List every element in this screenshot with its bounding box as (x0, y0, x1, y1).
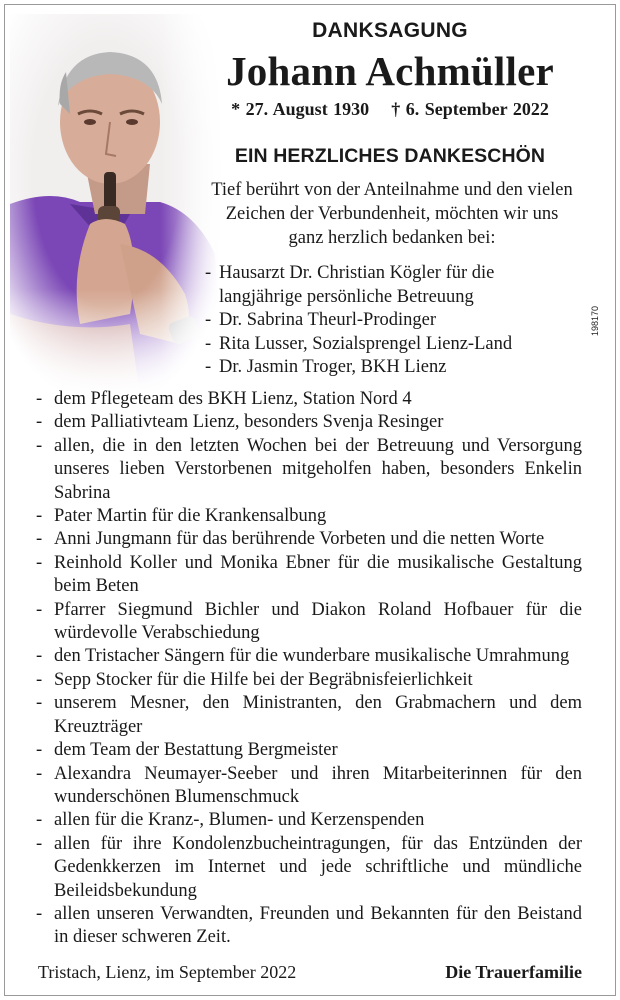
intro-text: Tief berührt von der Anteilnahme und den vielen Zeichen der Verbundenheit, möchten wir uns ganz herzlich bedanken bei: (211, 180, 573, 248)
notice-kicker: DANKSAGUNG (312, 19, 468, 42)
list-item: - Anni Jungmann für das berührende Vorbeten und die netten Worte (36, 528, 582, 551)
deceased-name: Johann Achmüller (226, 48, 554, 94)
list-item: - Alexandra Neumayer-Seeber und ihren Mitarbeiterinnen für den wunderschönen Blumenschmuck (36, 763, 582, 810)
signature: Die Trauerfamilie (445, 962, 582, 982)
list-item: - Dr. Sabrina Theurl-Prodinger (205, 309, 585, 333)
portrait-photo (10, 14, 225, 396)
list-item: - Dr. Jasmin Troger, BKH Lienz (205, 356, 585, 380)
thanks-headline: EIN HERZLICHES DANKESCHÖN (234, 145, 546, 167)
list-item: - den Tristacher Sängern für die wunderbare musikalische Umrahmung (36, 645, 582, 668)
thanks-list-top (205, 262, 585, 380)
list-item: - Pater Martin für die Krankensalbung (36, 505, 582, 528)
list-item: - Rita Lusser, Sozialsprengel Lienz-Land (205, 333, 585, 357)
list-item: - allen für ihre Kondolenzbucheintragungen, für das Entzünden der Gedenkkerzen im Internet und jede schriftliche und mündliche Beileidsbekundung (36, 833, 582, 903)
list-item: - Reinhold Koller und Monika Ebner für die musikalische Gestaltung beim Beten (36, 552, 582, 599)
birth-date: * 27. August 1930 (231, 99, 370, 119)
ad-code: 198170 (590, 305, 600, 336)
list-item: - allen unseren Verwandten, Freunden und Bekannten für den Beistand in dieser schweren Zeit. (36, 903, 582, 950)
list-item: - Pfarrer Siegmund Bichler und Diakon Roland Hofbauer für die würdevolle Verabschiedung (36, 599, 582, 646)
life-dates (200, 99, 580, 120)
list-item: - allen für die Kranz-, Blumen- und Kerzenspenden (36, 809, 582, 832)
thanks-list-main (36, 388, 582, 950)
list-item: - dem Pflegeteam des BKH Lienz, Station Nord 4 (36, 388, 582, 411)
list-item: - Sepp Stocker für die Hilfe bei der Begräbnisfeierlichkeit (36, 669, 582, 692)
place-date: Tristach, Lienz, im September 2022 (38, 962, 297, 982)
death-date: † 6. September 2022 (391, 99, 549, 119)
list-item: - allen, die in den letzten Wochen bei der Betreuung und Versorgung unseres lieben Verstorbenen mitgeholfen haben, besonders Enkelin Sabrina (36, 435, 582, 505)
list-item: - Hausarzt Dr. Christian Kögler für die langjährige persönliche Betreuung (205, 262, 585, 309)
list-item: - dem Team der Bestattung Bergmeister (36, 739, 582, 762)
list-item: - dem Palliativteam Lienz, besonders Svenja Resinger (36, 411, 582, 434)
list-item: - unserem Mesner, den Ministranten, den Grabmachern und dem Kreuzträger (36, 692, 582, 739)
